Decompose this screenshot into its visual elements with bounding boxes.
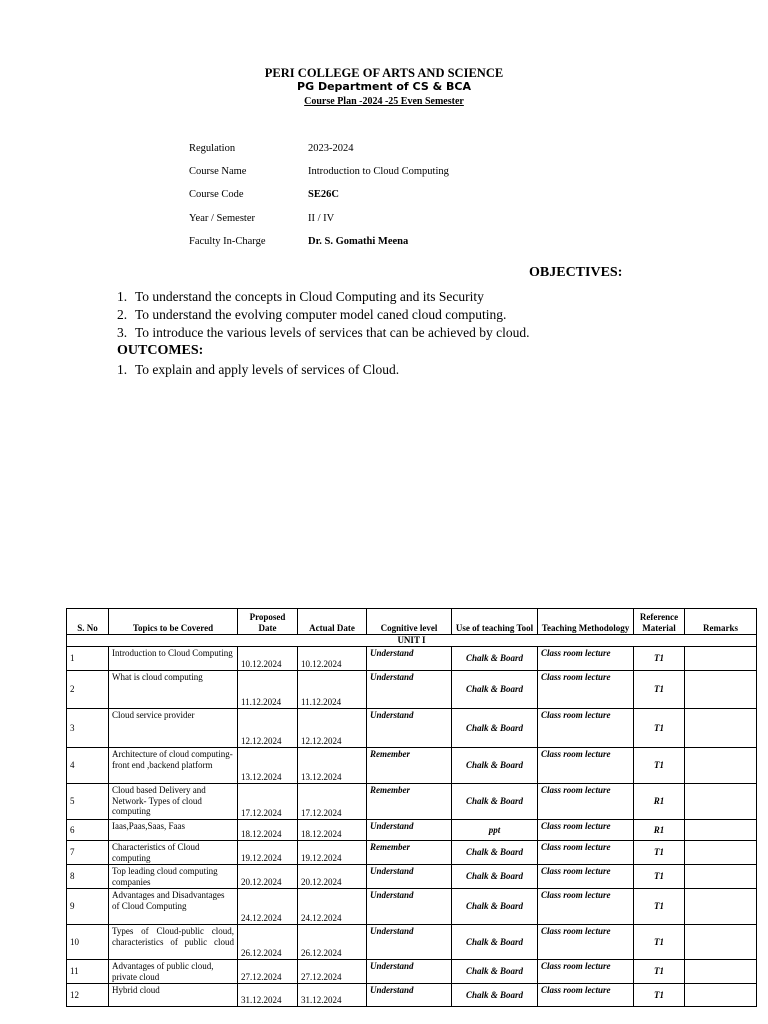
cell-topic: Cloud based Delivery and Network- Types of cloud computing	[109, 784, 238, 820]
cell-remarks	[685, 647, 757, 671]
cell-teaching-tool: Chalk & Board	[452, 865, 538, 889]
course-info-row	[189, 143, 449, 166]
cell-proposed-date: 13.12.2024	[238, 748, 298, 784]
cell-actual-date: 19.12.2024	[298, 841, 367, 865]
cell-topic: What is cloud computing	[109, 671, 238, 709]
item-text: To explain and apply levels of services of Cloud.	[135, 362, 400, 377]
outcomes-heading: OUTCOMES:	[117, 343, 204, 358]
cell-topic: Hybrid cloud	[109, 984, 238, 1007]
header-actual-date: Actual Date	[298, 609, 367, 635]
header-reference-material: Reference Material	[634, 609, 685, 635]
cell-teaching-tool: Chalk & Board	[452, 784, 538, 820]
cell-remarks	[685, 709, 757, 748]
college-name: PERI COLLEGE OF ARTS AND SCIENCE	[264, 66, 504, 80]
cell-topic: Types of Cloud-public cloud, characteristics of public cloud	[109, 925, 238, 960]
cell-teaching-methodology: Class room lecture	[538, 865, 634, 889]
cell-cognitive-level: Understand	[367, 865, 452, 889]
cell-teaching-tool: Chalk & Board	[452, 709, 538, 748]
cell-reference-material: T1	[634, 841, 685, 865]
cell-actual-date: 20.12.2024	[298, 865, 367, 889]
cell-teaching-methodology: Class room lecture	[538, 820, 634, 841]
cell-remarks	[685, 925, 757, 960]
header-proposed-date: Proposed Date	[238, 609, 298, 635]
cell-reference-material: T1	[634, 889, 685, 925]
cell-remarks	[685, 784, 757, 820]
cell-teaching-tool: Chalk & Board	[452, 889, 538, 925]
cell-sno: 8	[67, 865, 109, 889]
cell-proposed-date: 19.12.2024	[238, 841, 298, 865]
header-cognitive-level: Cognitive level	[367, 609, 452, 635]
cell-proposed-date: 31.12.2024	[238, 984, 298, 1007]
cell-actual-date: 18.12.2024	[298, 820, 367, 841]
cell-remarks	[685, 984, 757, 1007]
cell-sno: 5	[67, 784, 109, 820]
unit-row	[67, 635, 757, 647]
cell-cognitive-level: Understand	[367, 709, 452, 748]
objectives-list	[117, 289, 530, 343]
cell-proposed-date: 26.12.2024	[238, 925, 298, 960]
cell-topic: Advantages of public cloud, private cloud	[109, 960, 238, 984]
cell-remarks	[685, 748, 757, 784]
cell-topic: Introduction to Cloud Computing	[109, 647, 238, 671]
course-info-row	[189, 236, 449, 259]
cell-actual-date: 31.12.2024	[298, 984, 367, 1007]
info-value: 2023-2024	[308, 143, 354, 154]
cell-sno: 9	[67, 889, 109, 925]
cell-reference-material: T1	[634, 865, 685, 889]
cell-reference-material: T1	[634, 925, 685, 960]
cell-reference-material: T1	[634, 960, 685, 984]
unit-label: UNIT I	[67, 635, 757, 647]
table-row	[67, 709, 757, 748]
cell-sno: 11	[67, 960, 109, 984]
cell-teaching-methodology: Class room lecture	[538, 925, 634, 960]
cell-reference-material: T1	[634, 671, 685, 709]
cell-proposed-date: 12.12.2024	[238, 709, 298, 748]
cell-teaching-tool: Chalk & Board	[452, 984, 538, 1007]
cell-cognitive-level: Understand	[367, 925, 452, 960]
cell-remarks	[685, 820, 757, 841]
course-info	[189, 143, 449, 259]
item-number: 3.	[117, 325, 128, 340]
cell-teaching-tool: Chalk & Board	[452, 671, 538, 709]
list-item	[117, 362, 399, 380]
cell-actual-date: 11.12.2024	[298, 671, 367, 709]
course-info-row	[189, 189, 449, 212]
table-row	[67, 647, 757, 671]
objectives-heading: OBJECTIVES:	[529, 265, 623, 280]
cell-remarks	[685, 865, 757, 889]
table-row	[67, 984, 757, 1007]
table-row	[67, 889, 757, 925]
item-text: To understand the concepts in Cloud Computing and its Security	[135, 289, 484, 304]
table-row	[67, 960, 757, 984]
course-plan-title: Course Plan -2024 -25 Even Semester	[304, 96, 464, 107]
cell-remarks	[685, 671, 757, 709]
cell-sno: 2	[67, 671, 109, 709]
course-plan-table	[66, 608, 757, 1007]
list-item	[117, 307, 530, 325]
info-label: Course Name	[189, 166, 247, 178]
info-value: Introduction to Cloud Computing	[308, 166, 449, 178]
cell-teaching-tool: ppt	[452, 820, 538, 841]
cell-sno: 4	[67, 748, 109, 784]
cell-teaching-tool: Chalk & Board	[452, 841, 538, 865]
cell-teaching-tool: Chalk & Board	[452, 960, 538, 984]
cell-remarks	[685, 960, 757, 984]
department-name: PG Department of CS & BCA	[297, 80, 471, 93]
header-sno: S. No	[67, 609, 109, 635]
info-label: Regulation	[189, 143, 236, 154]
cell-topic: Iaas,Paas,Saas, Faas	[109, 820, 238, 841]
course-info-row	[189, 166, 449, 189]
table-row	[67, 820, 757, 841]
header-teaching-tool: Use of teaching Tool	[452, 609, 538, 635]
cell-topic: Cloud service provider	[109, 709, 238, 748]
cell-topic: Top leading cloud computing companies	[109, 865, 238, 889]
info-label: Year / Semester	[189, 212, 256, 224]
cell-actual-date: 27.12.2024	[298, 960, 367, 984]
cell-proposed-date: 24.12.2024	[238, 889, 298, 925]
table-header-row	[67, 609, 757, 635]
cell-actual-date: 10.12.2024	[298, 647, 367, 671]
cell-proposed-date: 10.12.2024	[238, 647, 298, 671]
header-teaching-methodology: Teaching Methodology	[538, 609, 634, 635]
cell-cognitive-level: Remember	[367, 748, 452, 784]
cell-actual-date: 13.12.2024	[298, 748, 367, 784]
cell-teaching-methodology: Class room lecture	[538, 841, 634, 865]
cell-reference-material: R1	[634, 820, 685, 841]
cell-reference-material: T1	[634, 984, 685, 1007]
cell-teaching-tool: Chalk & Board	[452, 748, 538, 784]
cell-sno: 3	[67, 709, 109, 748]
cell-reference-material: T1	[634, 647, 685, 671]
item-text: To understand the evolving computer model caned cloud computing.	[135, 307, 507, 322]
list-item	[117, 289, 530, 307]
course-info-row	[189, 213, 449, 236]
cell-topic: Architecture of cloud computing- front end ,backend platform	[109, 748, 238, 784]
cell-teaching-methodology: Class room lecture	[538, 671, 634, 709]
cell-teaching-methodology: Class room lecture	[538, 889, 634, 925]
cell-cognitive-level: Understand	[367, 889, 452, 925]
cell-topic: Characteristics of Cloud computing	[109, 841, 238, 865]
item-text: To introduce the various levels of services that can be achieved by cloud.	[135, 325, 530, 340]
info-label: Course Code	[189, 189, 244, 201]
cell-teaching-methodology: Class room lecture	[538, 784, 634, 820]
item-number: 1.	[117, 362, 128, 377]
cell-sno: 1	[67, 647, 109, 671]
cell-proposed-date: 17.12.2024	[238, 784, 298, 820]
cell-remarks	[685, 889, 757, 925]
cell-teaching-methodology: Class room lecture	[538, 960, 634, 984]
header-remarks: Remarks	[685, 609, 757, 635]
cell-topic: Advantages and Disadvantages of Cloud Computing	[109, 889, 238, 925]
cell-teaching-tool: Chalk & Board	[452, 925, 538, 960]
info-value: SE26C	[308, 189, 339, 201]
cell-teaching-methodology: Class room lecture	[538, 709, 634, 748]
list-item	[117, 325, 530, 343]
cell-proposed-date: 18.12.2024	[238, 820, 298, 841]
cell-cognitive-level: Understand	[367, 647, 452, 671]
cell-sno: 10	[67, 925, 109, 960]
cell-proposed-date: 11.12.2024	[238, 671, 298, 709]
item-number: 2.	[117, 307, 128, 322]
table-row	[67, 841, 757, 865]
table-row	[67, 671, 757, 709]
cell-proposed-date: 20.12.2024	[238, 865, 298, 889]
table-row	[67, 865, 757, 889]
cell-cognitive-level: Understand	[367, 671, 452, 709]
cell-actual-date: 12.12.2024	[298, 709, 367, 748]
cell-sno: 6	[67, 820, 109, 841]
cell-cognitive-level: Understand	[367, 960, 452, 984]
cell-teaching-tool: Chalk & Board	[452, 647, 538, 671]
cell-sno: 7	[67, 841, 109, 865]
cell-cognitive-level: Remember	[367, 784, 452, 820]
item-number: 1.	[117, 289, 128, 304]
cell-reference-material: T1	[634, 748, 685, 784]
outcomes-list	[117, 362, 399, 380]
cell-remarks	[685, 841, 757, 865]
info-value: Dr. S. Gomathi Meena	[308, 235, 409, 247]
cell-cognitive-level: Remember	[367, 841, 452, 865]
cell-cognitive-level: Understand	[367, 820, 452, 841]
cell-reference-material: T1	[634, 709, 685, 748]
table-row	[67, 925, 757, 960]
cell-cognitive-level: Understand	[367, 984, 452, 1007]
cell-reference-material: R1	[634, 784, 685, 820]
cell-teaching-methodology: Class room lecture	[538, 748, 634, 784]
cell-actual-date: 24.12.2024	[298, 889, 367, 925]
cell-actual-date: 26.12.2024	[298, 925, 367, 960]
cell-teaching-methodology: Class room lecture	[538, 984, 634, 1007]
info-label: Faculty In-Charge	[189, 235, 266, 247]
cell-sno: 12	[67, 984, 109, 1007]
cell-actual-date: 17.12.2024	[298, 784, 367, 820]
table-row	[67, 748, 757, 784]
table-row	[67, 784, 757, 820]
info-value: II / IV	[308, 212, 335, 224]
cell-proposed-date: 27.12.2024	[238, 960, 298, 984]
header-topics: Topics to be Covered	[109, 609, 238, 635]
cell-teaching-methodology: Class room lecture	[538, 647, 634, 671]
